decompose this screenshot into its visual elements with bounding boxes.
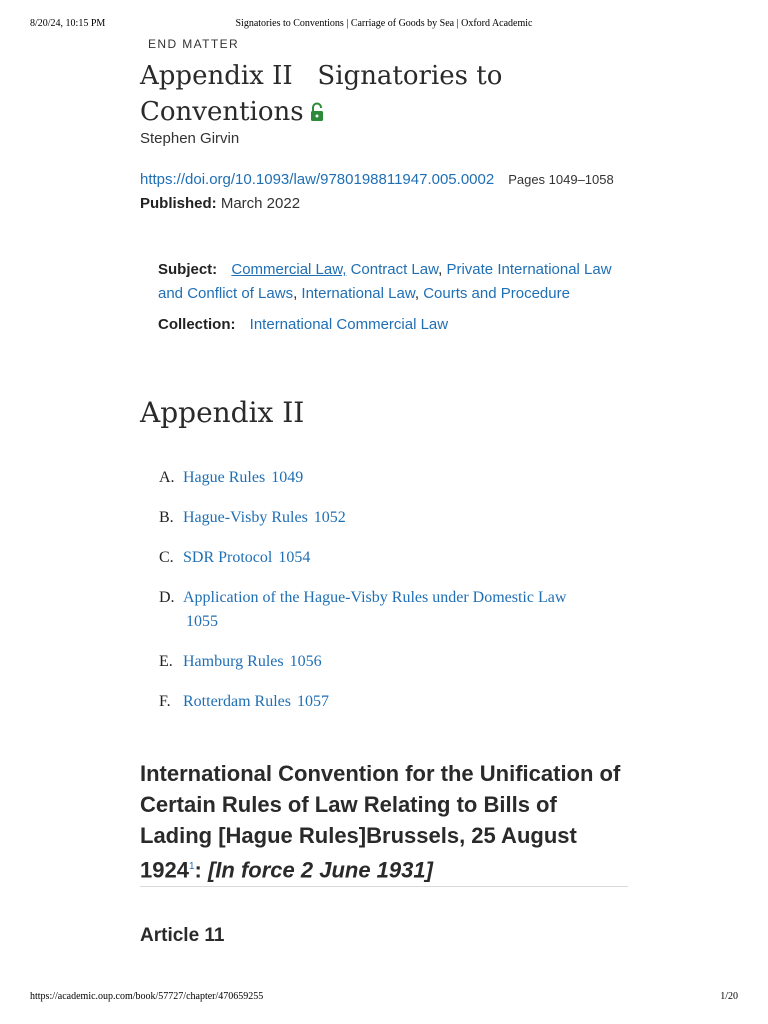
toc-link-rotterdam-rules[interactable] [183, 690, 620, 714]
toc-page: 1054 [278, 549, 311, 566]
doi-row [140, 171, 614, 188]
toc-title: Application of the Hague-Visby Rules under Domestic Law [183, 589, 567, 606]
subject-link-courts-and-procedure[interactable]: Courts and Procedure [423, 285, 570, 302]
toc-title: Hague Rules [183, 469, 266, 486]
toc-letter: D. [159, 589, 175, 606]
published-date: March 2022 [220, 195, 301, 212]
convention-title-text: International Convention for the Unification of Certain Rules of Law Relating to Bills of Lading [Hague Rules]Brussels, 25 August 1924 [140, 761, 621, 883]
toc-letter: F. [159, 693, 171, 710]
collection-label: Collection: [158, 316, 236, 333]
toc-page: 1049 [271, 469, 304, 486]
collection-link[interactable]: International Commercial Law [249, 316, 449, 333]
print-header [0, 18, 768, 32]
footnote-ref-link[interactable]: 1 [188, 861, 195, 872]
print-page-number: 1/20 [720, 991, 738, 1002]
subject-link-commercial-law[interactable]: Commercial Law, [231, 261, 347, 278]
doi-link[interactable]: https://doi.org/10.1093/law/9780198811947.005.0002 [140, 171, 495, 188]
toc-item [140, 506, 620, 530]
toc-item [140, 466, 620, 490]
in-force-date: [In force 2 June 1931] [207, 857, 433, 883]
toc-item [140, 586, 620, 634]
toc-item [140, 690, 620, 714]
section-label: END MATTER [148, 37, 240, 51]
collection-row [158, 313, 628, 337]
published-label: Published: [140, 195, 217, 212]
toc-page: 1052 [313, 509, 346, 526]
section-divider [140, 886, 628, 887]
toc-letter: E. [159, 653, 173, 670]
appendix-contents [140, 466, 620, 714]
toc-title: Rotterdam Rules [183, 693, 291, 710]
convention-title [140, 758, 630, 885]
appendix-heading: Appendix II [140, 396, 305, 429]
toc-letter: A. [159, 469, 175, 486]
toc-link-hague-rules[interactable] [183, 466, 620, 490]
toc-item [140, 650, 620, 674]
print-url: https://academic.oup.com/book/57727/chapter/470659255 [30, 991, 264, 1002]
subject-link-contract-law[interactable]: Contract Law [350, 261, 439, 278]
chapter-title-line2: Conventions [140, 97, 304, 127]
toc-link-sdr-protocol[interactable] [183, 546, 620, 570]
toc-page: 1055 [186, 613, 218, 630]
toc-title: Hamburg Rules [183, 653, 284, 670]
toc-title: Hague-Visby Rules [183, 509, 308, 526]
chapter-metadata [158, 258, 628, 337]
toc-letter: B. [159, 509, 174, 526]
print-footer [0, 991, 768, 1005]
toc-link-hamburg-rules[interactable] [183, 650, 620, 674]
subject-link-private-international-law[interactable]: Private International Law and Conflict of Laws [158, 261, 612, 302]
toc-link-domestic-law[interactable] [183, 586, 620, 634]
subject-link-international-law[interactable]: International Law [301, 285, 415, 302]
print-page-title: Signatories to Conventions | Carriage of Goods by Sea | Oxford Academic [235, 18, 533, 29]
toc-title: SDR Protocol [183, 549, 273, 566]
subject-row: Subject: Commercial Law, Contract Law, Private International Law and Conflict of Laws, International Law, Courts and Procedure [158, 261, 612, 302]
open-lock-icon [310, 96, 324, 132]
toc-item [140, 546, 620, 570]
published-row [140, 195, 300, 212]
article-heading: Article 11 [140, 925, 225, 946]
print-datetime: 8/20/24, 10:15 PM [30, 18, 106, 29]
chapter-title-line1: Appendix II Signatories to [140, 61, 503, 91]
chapter-title [140, 58, 620, 132]
title-colon: : [194, 857, 202, 883]
author-name: Stephen Girvin [140, 130, 240, 147]
subject-label: Subject: [158, 261, 218, 278]
toc-letter: C. [159, 549, 174, 566]
toc-page: 1056 [289, 653, 322, 670]
toc-link-hague-visby-rules[interactable] [183, 506, 620, 530]
toc-page: 1057 [296, 693, 329, 710]
page-range: Pages 1049–1058 [508, 172, 614, 187]
